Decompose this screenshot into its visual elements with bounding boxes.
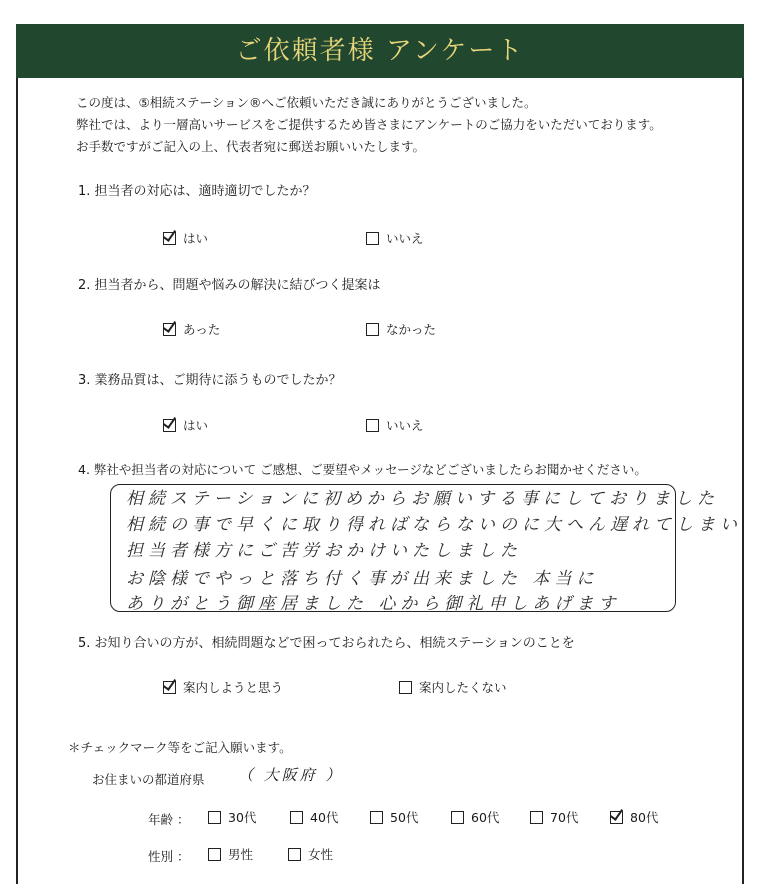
q3-option-yes[interactable] — [163, 416, 208, 434]
age-label: 年齢 ： — [148, 812, 190, 827]
option-label: 男性 — [228, 847, 254, 862]
checkbox[interactable] — [208, 848, 221, 861]
question-5: 5. お知り合いの方が、相続問題などで困っておられたら、相続ステーションのことを — [78, 636, 575, 651]
option-label: いいえ — [386, 418, 424, 433]
option-label: 70代 — [550, 810, 579, 825]
age-option-70[interactable] — [530, 808, 578, 826]
gender-label: 性別 ： — [148, 849, 190, 864]
age-option-50[interactable] — [370, 808, 418, 826]
option-label: 60代 — [471, 810, 500, 825]
comment-line: 相続ステーションに初めからお願いする事にしておりました — [126, 489, 719, 509]
checkbox[interactable] — [399, 681, 412, 694]
option-label: あった — [183, 322, 221, 337]
gender-option-male[interactable] — [208, 845, 253, 863]
comment-line: ありがとう御座居ました 心から御礼申しあげます — [126, 594, 621, 614]
q5-option-no[interactable] — [399, 678, 507, 696]
checkbox[interactable] — [370, 811, 383, 824]
q1-option-yes[interactable] — [163, 229, 208, 247]
checkbox[interactable] — [288, 848, 301, 861]
question-1: 1. 担当者の対応は、適時適切でしたか？ — [78, 184, 316, 199]
age-option-30[interactable] — [208, 808, 256, 826]
q3-option-no[interactable] — [366, 416, 424, 434]
option-label: はい — [183, 231, 209, 246]
age-option-40[interactable] — [290, 808, 338, 826]
intro-line: 弊社では、より一層高いサービスをご提供するため皆さまにアンケートのご協力をいただいております。 — [76, 117, 662, 132]
comment-line: 相続の事で早くに取り得ればならないのに大へん遅れてしまい — [126, 515, 742, 535]
option-label: 80代 — [630, 810, 659, 825]
comment-line: お陰様でやっと落ち付く事が出来ました 本当に — [126, 569, 599, 589]
q2-option-yes[interactable] — [163, 320, 220, 338]
gender-option-female[interactable] — [288, 845, 333, 863]
option-label: なかった — [386, 322, 437, 337]
intro-line: お手数ですがご記入の上、代表者宛に郵送お願いいたします。 — [76, 139, 426, 154]
q5-option-yes[interactable] — [163, 678, 283, 696]
q1-option-no[interactable] — [366, 229, 424, 247]
checkbox[interactable] — [610, 811, 623, 824]
option-label: 50代 — [390, 810, 419, 825]
question-4: 4. 弊社や担当者の対応について ご感想、ご要望やメッセージなどございましたらお聞かせください。 — [78, 462, 647, 477]
instruction-note: ＊チェックマーク等をご記入願います。 — [68, 740, 292, 755]
checkbox[interactable] — [163, 323, 176, 336]
checkbox[interactable] — [366, 232, 379, 245]
checkbox[interactable] — [163, 232, 176, 245]
checkbox[interactable] — [163, 681, 176, 694]
option-label: いいえ — [386, 231, 424, 246]
checkbox[interactable] — [290, 811, 303, 824]
intro-line: この度は、⑤相続ステーション®へご依頼いただき誠にありがとうございました。 — [76, 95, 537, 110]
q2-option-no[interactable] — [366, 320, 436, 338]
checkbox[interactable] — [530, 811, 543, 824]
age-option-80[interactable] — [610, 808, 658, 826]
question-3: 3. 業務品質は、ご期待に添うものでしたか？ — [78, 373, 342, 388]
checkbox[interactable] — [366, 323, 379, 336]
prefecture-label: お住まいの都道府県 — [92, 772, 205, 787]
checkbox[interactable] — [208, 811, 221, 824]
option-label: 40代 — [310, 810, 339, 825]
prefecture-value[interactable]: （ 大阪府 ） — [238, 766, 344, 784]
option-label: 女性 — [308, 847, 334, 862]
intro-text — [76, 92, 662, 158]
option-label: 案内しようと思う — [183, 680, 284, 695]
option-label: 30代 — [228, 810, 257, 825]
checkbox[interactable] — [451, 811, 464, 824]
comment-line: 担当者様方にご苦労おかけいたしました — [126, 541, 522, 561]
age-option-60[interactable] — [451, 808, 499, 826]
checkbox[interactable] — [366, 419, 379, 432]
checkbox[interactable] — [163, 419, 176, 432]
option-label: 案内したくない — [419, 680, 507, 695]
survey-title: ご依頼者様 アンケート — [16, 24, 744, 78]
option-label: はい — [183, 418, 209, 433]
question-2: 2. 担当者から、問題や悩みの解決に結びつく提案は — [78, 278, 381, 293]
